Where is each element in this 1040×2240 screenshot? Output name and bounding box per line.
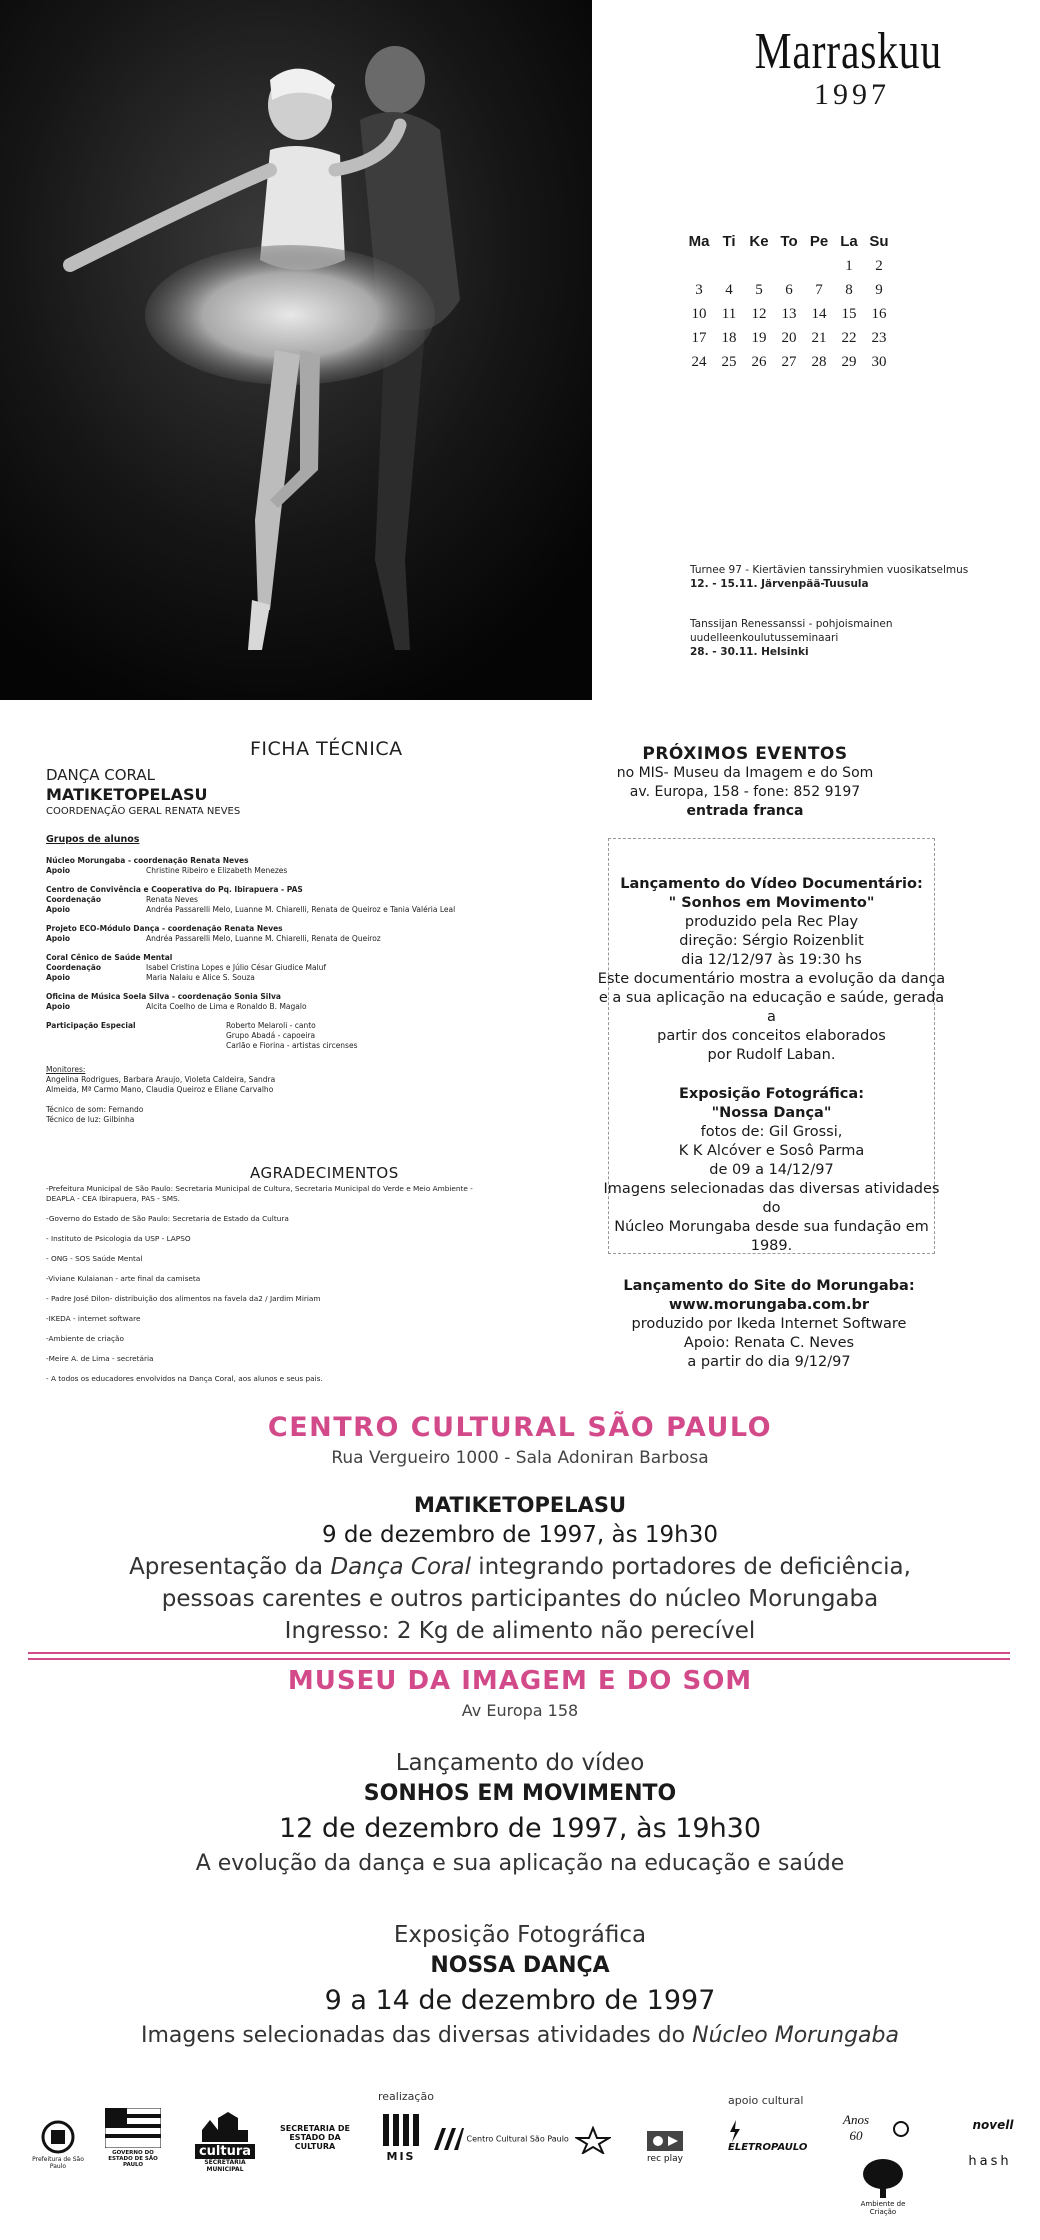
list-item: - ONG - SOS Saúde Mental xyxy=(46,1254,143,1263)
ccsp-event-name: MATIKETOPELASU xyxy=(414,1493,626,1517)
logo-text: SECRETARIA DE ESTADO DA CULTURA xyxy=(280,2124,350,2151)
day xyxy=(714,254,744,278)
list-item xyxy=(46,856,486,876)
city-seal-icon xyxy=(40,2120,76,2154)
note-date: 12. - 15.11. Järvenpää-Tuusula xyxy=(690,578,869,590)
ficha-subtitle: DANÇA CORAL xyxy=(46,766,155,784)
circle-logo xyxy=(888,2120,914,2140)
logo-text: GOVERNO DO ESTADO DE SÃO PAULO xyxy=(108,2150,158,2168)
video-description: por Rudolf Laban. xyxy=(707,1047,836,1063)
row-key: Coordenação xyxy=(46,895,102,904)
list-item: -Prefeitura Municipal de São Paulo: Secretaria Municipal de Cultura, Secretaria Municipal do Verde e Meio Ambiente -DEAPLA - CEA Ibirapuera, PAS - SMS. xyxy=(46,1184,473,1203)
group-title: Participação Especial xyxy=(46,1021,136,1030)
ficha-coordination: COORDENAÇÃO GERAL RENATA NEVES xyxy=(46,806,241,817)
video-description: partir dos conceitos elaborados xyxy=(657,1028,886,1044)
building-icon xyxy=(200,2110,250,2142)
sponsor-logos xyxy=(0,2080,1040,2240)
governo-logo xyxy=(100,2108,166,2168)
day xyxy=(774,254,804,278)
group-title: Projeto ECO-Módulo Dança - coordenação Renata Neves xyxy=(46,924,283,933)
day: 6 xyxy=(785,281,793,298)
list-item xyxy=(46,992,486,1012)
list-item xyxy=(46,924,486,944)
row-key: Apoio xyxy=(46,973,71,982)
free-entry: entrada franca xyxy=(686,803,804,819)
expo-photographers: fotos de: Gil Grossi, xyxy=(700,1124,843,1140)
day: 5 xyxy=(755,281,763,298)
ccsp-description xyxy=(0,1554,1040,1580)
day: 1 xyxy=(845,257,853,274)
list-item: - Padre José Dilon- distribuição dos alimentos na favela da2 / Jardim Miriam xyxy=(46,1294,321,1303)
acknowledgements-title: AGRADECIMENTOS xyxy=(250,1164,399,1182)
row-value: Christine Ribeiro e Elizabeth Menezes xyxy=(146,866,288,875)
ficha-groups-label: Grupos de alunos xyxy=(46,834,140,845)
calendar-note-turnee xyxy=(690,563,990,591)
ccsp-description: pessoas carentes e outros participantes do núcleo Morungaba xyxy=(161,1586,879,1612)
expo-title: Exposição Fotográfica: xyxy=(678,1086,864,1102)
group-title: Centro de Convivência e Cooperativa do Pq. Ibirapuera - PAS xyxy=(46,885,303,894)
list-item xyxy=(46,1065,486,1095)
list-item xyxy=(46,953,486,983)
events-box xyxy=(597,838,946,1254)
upcoming-events-title: PRÓXIMOS EVENTOS xyxy=(642,744,848,764)
site-launch-title: Lançamento do Site do Morungaba: xyxy=(623,1278,915,1294)
recplay-mark-icon xyxy=(646,2130,684,2152)
star-logo xyxy=(572,2126,614,2156)
day xyxy=(744,254,774,278)
list-item: -Ambiente de criação xyxy=(46,1334,124,1343)
desc-text: Apresentação da xyxy=(129,1554,331,1580)
calendar-grid xyxy=(684,228,894,374)
list-item: -Meire A. de Lima - secretária xyxy=(46,1354,154,1363)
weekday: Ke xyxy=(749,232,769,250)
logo-text: cultura xyxy=(195,2144,255,2159)
expo-name: "Nossa Dança" xyxy=(711,1105,832,1121)
list-item xyxy=(46,885,486,915)
day xyxy=(804,254,834,278)
expo-description: 1989. xyxy=(750,1238,793,1254)
ccsp-date: 9 de dezembro de 1997, às 19h30 xyxy=(321,1522,719,1548)
row-value: Carlão e Fiorina - artistas circenses xyxy=(226,1041,358,1050)
logo-text: Ambiente de Criação xyxy=(860,2200,906,2216)
desc-text: integrando portadores de deficiência, xyxy=(470,1554,911,1580)
calendar-week xyxy=(684,350,894,374)
day: 22 xyxy=(841,329,857,346)
video-launch-label: Lançamento do vídeo xyxy=(395,1750,645,1776)
weekday: Pe xyxy=(809,232,829,250)
tree-icon xyxy=(861,2158,905,2198)
day: 30 xyxy=(871,353,887,370)
list-item: -Viviane Kulaianan - arte final da camiseta xyxy=(46,1274,201,1283)
row-value: Roberto Melaroli - canto xyxy=(226,1021,316,1030)
venue-address: av. Europa, 158 - fone: 852 9197 xyxy=(629,784,861,800)
calendar-note-renessanssi xyxy=(690,617,990,659)
day xyxy=(684,254,714,278)
day: 28 xyxy=(811,353,827,370)
day: 13 xyxy=(781,305,797,322)
note-text: uudelleenkoulutusseminaari xyxy=(690,632,839,644)
logo-subtext: SECRETARIA MUNICIPAL xyxy=(204,2159,246,2173)
expo-description: Núcleo Morungaba desde sua fundação em xyxy=(614,1219,929,1235)
desc-emphasis: Núcleo Morungaba xyxy=(692,2023,899,2048)
day: 25 xyxy=(721,353,737,370)
calendar-month: Marraskuu xyxy=(754,23,942,80)
ficha-groups-list xyxy=(46,856,486,1134)
expo-description xyxy=(0,2023,1040,2048)
expo-dates: de 09 a 14/12/97 xyxy=(709,1162,834,1178)
recplay-logo xyxy=(640,2130,690,2164)
site-producer: produzido por Ikeda Internet Software xyxy=(631,1316,907,1332)
apoio-label: apoio cultural xyxy=(728,2094,804,2107)
mis-mark-icon xyxy=(381,2112,421,2148)
logo-text: Prefeitura de São Paulo xyxy=(32,2156,84,2170)
expo-photographers: K K Alcóver e Sosô Parma xyxy=(678,1143,865,1159)
list-item xyxy=(46,1105,486,1125)
star-icon xyxy=(575,2126,611,2154)
calendar-year: 1997 xyxy=(814,78,890,111)
row-key: Apoio xyxy=(46,934,71,943)
monitores-names: Angelina Rodrigues, Barbara Araujo, Violeta Caldeira, Sandra Almeida, Mª Carmo Mano, Claudia Queiroz e Eliane Carvalho xyxy=(46,1075,276,1094)
light-tech: Técnico de luz: Gilbinha xyxy=(46,1115,135,1124)
realizacao-label: realização xyxy=(378,2090,434,2103)
weekday: Su xyxy=(869,232,889,250)
day: 26 xyxy=(751,353,767,370)
dancers-photo xyxy=(0,0,592,700)
day: 24 xyxy=(691,353,707,370)
day: 19 xyxy=(751,329,767,346)
site-url-link[interactable]: www.morungaba.com.br xyxy=(668,1297,870,1313)
row-value: Andréa Passarelli Melo, Luanne M. Chiarelli, Renata de Queiroz e Tania Valéria Leal xyxy=(146,905,456,914)
logo-text: ELETROPAULO xyxy=(728,2142,808,2153)
weekday: To xyxy=(780,232,798,250)
expo-dates: 9 a 14 de dezembro de 1997 xyxy=(324,1985,716,2016)
row-value: Andréa Passarelli Melo, Luanne M. Chiarelli, Renata de Queiroz xyxy=(146,934,381,943)
list-item: - Instituto de Psicologia da USP - LAPSO xyxy=(46,1234,191,1243)
ficha-title: FICHA TÉCNICA xyxy=(250,738,403,760)
logo-text: Anos 60 xyxy=(843,2112,869,2143)
day: 23 xyxy=(871,329,887,346)
day: 18 xyxy=(721,329,737,346)
row-value: Grupo Abadá - capoeira xyxy=(226,1031,316,1040)
mis-title: MUSEU DA IMAGEM E DO SOM xyxy=(287,1666,753,1696)
novell-logo xyxy=(964,2118,1022,2132)
site-date: a partir do dia 9/12/97 xyxy=(687,1354,851,1370)
logo-text: hash xyxy=(968,2154,1012,2169)
site-support: Apoio: Renata C. Neves xyxy=(683,1335,855,1351)
day: 20 xyxy=(781,329,797,346)
day: 14 xyxy=(811,305,827,322)
ccsp-ticket: Ingresso: 2 Kg de alimento não perecível xyxy=(284,1618,756,1644)
logo-text: rec play xyxy=(647,2154,683,2164)
day: 4 xyxy=(725,281,733,298)
day: 11 xyxy=(721,305,737,322)
row-key: Apoio xyxy=(46,905,71,914)
video-director: direção: Sérgio Roizenblit xyxy=(679,933,864,949)
day: 2 xyxy=(875,257,883,274)
sound-tech: Técnico de som: Fernando xyxy=(46,1105,144,1114)
upcoming-events-header xyxy=(585,744,905,821)
row-value: Renata Neves xyxy=(146,895,198,904)
video-description: e a sua aplicação na educação e saúde, gerada a xyxy=(598,990,945,1025)
weekday: Ti xyxy=(722,232,736,250)
anos60-logo xyxy=(836,2112,876,2144)
expo-description: Imagens selecionadas das diversas atividades do xyxy=(603,1181,940,1216)
group-title: Coral Cênico de Saúde Mental xyxy=(46,953,173,962)
expo-label: Exposição Fotográfica xyxy=(393,1922,647,1948)
list-item: -IKEDA - internet software xyxy=(46,1314,141,1323)
row-value: Alcita Coelho de Lima e Ronaldo B. Magalo xyxy=(146,1002,307,1011)
group-title: Oficina de Música Soela Silva - coordenação Sonia Silva xyxy=(46,992,281,1001)
list-item: -Governo do Estado de São Paulo: Secretaria de Estado da Cultura xyxy=(46,1214,289,1223)
calendar-week xyxy=(684,302,894,326)
note-text: Turnee 97 - Kiertävien tanssiryhmien vuosikatselmus xyxy=(690,564,969,576)
day: 10 xyxy=(691,305,707,322)
weekday: La xyxy=(840,232,858,250)
day: 29 xyxy=(841,353,857,370)
video-name: SONHOS EM MOVIMENTO xyxy=(363,1781,677,1806)
list-item: - A todos os educadores envolvidos na Dança Coral, aos alunos e seus pais. xyxy=(46,1374,323,1383)
mis-logo xyxy=(378,2112,424,2163)
video-date: 12 de dezembro de 1997, às 19h30 xyxy=(278,1813,762,1844)
day: 15 xyxy=(841,305,857,322)
cultura-logo xyxy=(185,2110,265,2173)
prefeitura-logo xyxy=(28,2120,88,2170)
venue-name: no MIS- Museu da Imagem e do Som xyxy=(616,765,874,781)
ccsp-mark-icon xyxy=(432,2126,464,2152)
site-launch xyxy=(594,1277,944,1372)
monitores-label: Monitores: xyxy=(46,1065,86,1074)
video-description: Este documentário mostra a evolução da dança xyxy=(597,971,946,987)
video-launch-title: Lançamento do Vídeo Documentário: xyxy=(620,876,923,892)
day: 9 xyxy=(875,281,883,298)
note-date: 28. - 30.11. Helsinki xyxy=(690,646,809,658)
expo-name: NOSSA DANÇA xyxy=(430,1953,610,1978)
logo-text: novell xyxy=(972,2118,1014,2132)
day: 7 xyxy=(815,281,823,298)
day: 21 xyxy=(811,329,827,346)
ambiente-logo xyxy=(848,2158,918,2216)
logo-text: MIS xyxy=(386,2150,416,2163)
video-name: " Sonhos em Movimento" xyxy=(668,895,875,911)
weekday: Ma xyxy=(688,232,710,250)
row-key: Apoio xyxy=(46,866,71,875)
calendar-week xyxy=(684,278,894,302)
row-value: Maria Nalaiu e Alice S. Souza xyxy=(146,973,255,982)
calendar-week xyxy=(684,326,894,350)
day: 16 xyxy=(871,305,887,322)
video-producer: produzido pela Rec Play xyxy=(684,914,859,930)
state-flag-icon xyxy=(105,2108,161,2148)
logo-text: Centro Cultural São Paulo xyxy=(466,2134,569,2144)
list-item xyxy=(46,1021,486,1051)
calendar-week xyxy=(684,254,894,278)
desc-text: Imagens selecionadas das diversas atividades do xyxy=(141,2023,693,2048)
ccsp-logo xyxy=(432,2126,572,2152)
eletropaulo-logo xyxy=(728,2120,808,2153)
bolt-icon xyxy=(728,2120,742,2142)
mis-address: Av Europa 158 xyxy=(461,1701,579,1720)
day: 27 xyxy=(781,353,797,370)
hash-logo xyxy=(958,2154,1022,2169)
ring-icon xyxy=(892,2120,910,2138)
note-text: Tanssijan Renessanssi - pohjoismainen xyxy=(690,618,893,630)
row-key: Apoio xyxy=(46,1002,71,1011)
acknowledgements-list xyxy=(46,1184,496,1394)
day: 17 xyxy=(691,329,707,346)
video-description: A evolução da dança e sua aplicação na educação e saúde xyxy=(195,1851,845,1876)
group-title: Núcleo Morungaba - coordenação Renata Neves xyxy=(46,856,249,865)
divider xyxy=(28,1652,1010,1660)
video-date: dia 12/12/97 às 19:30 hs xyxy=(681,952,862,968)
day: 8 xyxy=(845,281,853,298)
ccsp-title: CENTRO CULTURAL SÃO PAULO xyxy=(267,1412,773,1443)
ficha-event-name: MATIKETOPELASU xyxy=(46,785,208,804)
day: 3 xyxy=(695,281,703,298)
sec-estado-logo xyxy=(270,2124,360,2151)
row-key: Coordenação xyxy=(46,963,102,972)
calendar-weekday-row xyxy=(684,228,894,254)
row-value: Isabel Cristina Lopes e Júlio César Giudice Maluf xyxy=(146,963,327,972)
desc-emphasis: Dança Coral xyxy=(330,1554,471,1580)
day: 12 xyxy=(751,305,767,322)
ccsp-address: Rua Vergueiro 1000 - Sala Adoniran Barbosa xyxy=(331,1448,709,1468)
